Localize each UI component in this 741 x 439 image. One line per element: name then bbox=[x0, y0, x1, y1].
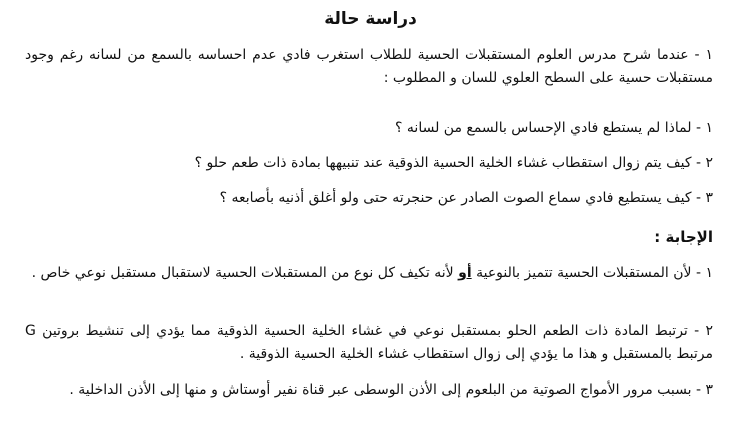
answer-1-part-2: لأنه تكيف كل نوع من المستقبلات الحسية لاستقبال مستقبل نوعي خاص . bbox=[31, 265, 459, 281]
question-3: ٣ - كيف يستطيع فادي سماع الصوت الصادر عن حنجرته حتى ولو أغلق أذنيه بأصابعه ؟ bbox=[219, 190, 713, 206]
intro-paragraph: ١ - عندما شرح مدرس العلوم المستقبلات الحسية للطلاب استغرب فادي عدم احساسه بالسمع من لسانه رغم وجود مستقبلات حسية على السطح العلوي للسان و المطلوب : bbox=[25, 47, 713, 86]
answer-3: ٣ - بسبب مرور الأمواج الصوتية من البلعوم إلى الأذن الوسطى عبر قناة نفير أوستاش و منها إلى الأذن الداخلية . bbox=[69, 382, 713, 398]
document-title: دراسة حالة bbox=[324, 9, 417, 29]
answer-1 bbox=[25, 262, 713, 285]
answer-2: ٢ - ترتبط المادة ذات الطعم الحلو بمستقبل نوعي في غشاء الخلية الحسية الذوقية مما يؤدي إلى تنشيط بروتين G مرتبط بالمستقبل و هذا ما يؤدي إلى زوال استقطاب غشاء الخلية الحسية الذوقية . bbox=[25, 323, 713, 362]
answers-heading: الإجابة : bbox=[654, 228, 713, 246]
question-1: ١ - لماذا لم يستطع فادي الإحساس بالسمع من لسانه ؟ bbox=[395, 120, 713, 136]
question-2: ٢ - كيف يتم زوال استقطاب غشاء الخلية الحسية الذوقية عند تنبيهها بمادة ذات طعم حلو ؟ bbox=[194, 155, 713, 171]
answer-1-or-word: أو bbox=[458, 265, 472, 281]
answer-1-part-1: ١ - لأن المستقبلات الحسية تتميز بالنوعية bbox=[471, 265, 713, 281]
